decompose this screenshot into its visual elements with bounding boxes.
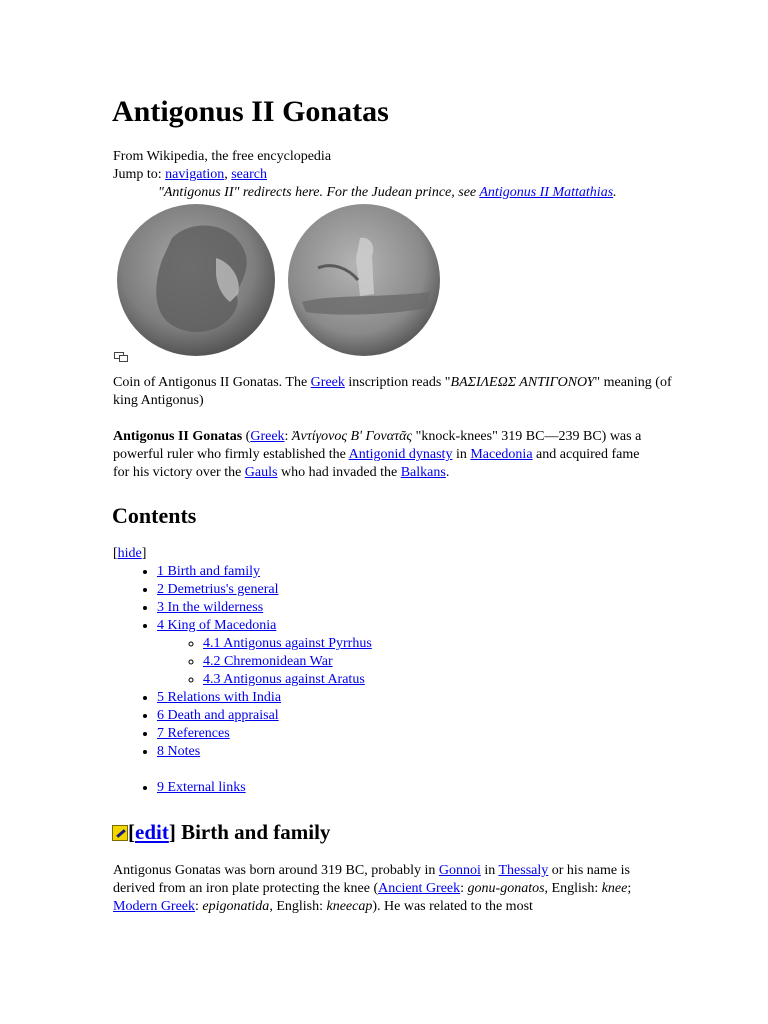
mattathias-link[interactable]: Antigonus II Mattathias (479, 185, 614, 200)
hide-toc-link[interactable]: hide (117, 546, 142, 561)
section-heading-birth: [edit] Birth and family (112, 818, 330, 846)
toc-link-pyrrhus[interactable]: 4.1 Antigonus against Pyrrhus (203, 636, 372, 651)
toc-item (157, 581, 673, 599)
page-title: Antigonus II Gonatas (112, 95, 389, 128)
toc-subitem (203, 635, 673, 653)
toc-subitem (203, 653, 673, 671)
toc-subitem (203, 671, 673, 689)
toc-gap (157, 761, 673, 779)
greek-link[interactable]: Greek (310, 375, 345, 390)
toc-link-aratus[interactable]: 4.3 Antigonus against Aratus (203, 672, 365, 687)
greek-lang-link[interactable]: Greek (250, 429, 285, 444)
toc-toggle: [hide] (113, 546, 147, 561)
birth-paragraph: Antigonus Gonatas was born around 319 BC, probably in Gonnoi in Thessaly or his name is derived from an iron plate protecting the knee (Ancient Greek: gonu-gonatos, English: knee; Modern Greek: epigonatida, English: kneecap). He was related to the most (113, 863, 632, 914)
toc-item (157, 599, 673, 617)
search-link[interactable]: search (231, 167, 267, 182)
toc-link-india[interactable]: 5 Relations with India (157, 690, 282, 705)
toc-link-death[interactable]: 6 Death and appraisal (157, 708, 279, 723)
toc-item (157, 779, 673, 797)
toc-link-birth[interactable]: 1 Birth and family (157, 564, 261, 579)
site-tagline: From Wikipedia, the free encyclopedia (113, 149, 332, 164)
magnify-icon[interactable] (114, 352, 128, 362)
contents-heading: Contents (112, 503, 197, 528)
toc-link-notes[interactable]: 8 Notes (157, 744, 201, 759)
toc-link-chremonidean[interactable]: 4.2 Chremonidean War (203, 654, 333, 669)
header-meta (113, 148, 673, 202)
toc-list (113, 563, 673, 797)
toc-sublist (157, 635, 673, 689)
toc-item (157, 743, 673, 761)
navigation-link[interactable]: navigation (165, 167, 225, 182)
toc-item (157, 617, 673, 689)
antigonid-dynasty-link[interactable]: Antigonid dynasty (348, 447, 453, 462)
gonnoi-link[interactable]: Gonnoi (438, 863, 481, 878)
thessaly-link[interactable]: Thessaly (498, 863, 549, 878)
table-of-contents (113, 545, 673, 797)
coin-image[interactable] (112, 198, 452, 358)
hatnote: "Antigonus II" redirects here. For the Judean prince, see Antigonus II Mattathias. (158, 185, 617, 200)
toc-item (157, 563, 673, 581)
coin-photo (112, 198, 452, 358)
ancient-greek-link[interactable]: Ancient Greek (378, 881, 461, 896)
toc-item (157, 725, 673, 743)
toc-item (157, 689, 673, 707)
modern-greek-link[interactable]: Modern Greek (113, 899, 196, 914)
image-caption: Coin of Antigonus II Gonatas. The Greek inscription reads "ΒΑΣΙΛΕΩΣ ΑΝΤΙΓΟΝΟΥ" meaning (of king Antigonus) (113, 375, 672, 408)
intro-paragraph: Antigonus II Gonatas (Greek: Ἀντίγονος Βʹ Γονατᾶς "knock-knees" 319 BC—239 BC) was a powerful ruler who firmly established the Antigonid dynasty in Macedonia and acquired fame for his victory over the Gauls who had invaded the Balkans. (113, 429, 642, 480)
toc-link-external[interactable]: 9 External links (157, 780, 246, 795)
macedonia-link[interactable]: Macedonia (470, 447, 533, 462)
gauls-link[interactable]: Gauls (244, 465, 278, 480)
edit-pencil-icon[interactable] (112, 825, 128, 841)
jump-to-line: Jump to: navigation, search (113, 167, 267, 182)
edit-section-link[interactable]: edit (135, 820, 169, 844)
toc-link-king[interactable]: 4 King of Macedonia (157, 618, 277, 633)
toc-link-references[interactable]: 7 References (157, 726, 230, 741)
toc-link-demetrius[interactable]: 2 Demetrius's general (157, 582, 279, 597)
balkans-link[interactable]: Balkans (400, 465, 446, 480)
toc-link-wilderness[interactable]: 3 In the wilderness (157, 600, 264, 615)
toc-item (157, 707, 673, 725)
